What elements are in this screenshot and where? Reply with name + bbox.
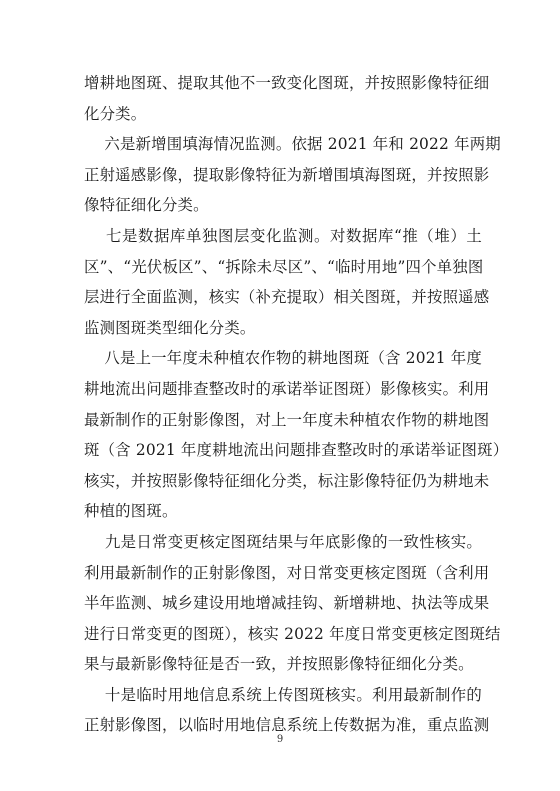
paragraph-line: 耕地流出问题排查整改时的承诺举证图斑）影像核实。利用 <box>84 379 490 398</box>
paragraph-line: 果与最新影像特征是否一致，并按照影像特征细化分类。 <box>84 655 474 674</box>
paragraph-line: 斑（含 2021 年度耕地流出问题排查整改时的承诺举证图斑） <box>84 441 509 460</box>
paragraph-line: 监测图斑类型细化分类。 <box>84 318 256 337</box>
paragraph-line: 半年监测、城乡建设用地增减挂钩、新增耕地、执法等成果 <box>84 594 490 613</box>
paragraph-line: 六是新增围填海情况监测。依据 2021 年和 2022 年两期 <box>84 135 501 154</box>
paragraph-line: 七是数据库单独图层变化监测。对数据库“推（堆）土 <box>84 226 482 245</box>
paragraph-line: 层进行全面监测，核实（补充提取）相关图斑，并按照遥感 <box>84 288 490 307</box>
paragraph-line: 种植的图斑。 <box>84 502 178 521</box>
paragraph-line: 进行日常变更的图斑），核实 2022 年度日常变更核定图斑结 <box>84 624 501 643</box>
paragraph-line: 十是临时用地信息系统上传图斑核实。利用最新制作的 <box>84 685 482 704</box>
paragraph-line: 增耕地图斑、提取其他不一致变化图斑，并按照影像特征细 <box>84 74 490 92</box>
paragraph-line: 区”、“光伏板区”、“拆除未尽区”、“临时用地”四个单独图 <box>84 257 484 276</box>
paragraph-line: 利用最新制作的正射影像图，对日常变更核定图斑（含利用 <box>84 563 490 582</box>
paragraph-line: 像特征细化分类。 <box>84 196 209 215</box>
page-number: 9 <box>276 734 284 745</box>
document-body <box>84 68 509 741</box>
paragraph-line: 最新制作的正射影像图，对上一年度未种植农作物的耕地图 <box>84 410 490 429</box>
paragraph-line: 八是上一年度未种植农作物的耕地图斑（含 2021 年度 <box>84 349 482 368</box>
paragraph-line: 正射遥感影像，提取影像特征为新增围填海图斑，并按照影 <box>84 165 490 184</box>
paragraph-line: 化分类。 <box>84 104 147 123</box>
paragraph-line: 正射影像图，以临时用地信息系统上传数据为准，重点监测 <box>84 716 490 735</box>
paragraph-line: 九是日常变更核定图斑结果与年底影像的一致性核实。 <box>84 532 482 551</box>
paragraph-line: 核实，并按照影像特征细化分类，标注影像特征仍为耕地未 <box>84 471 490 490</box>
